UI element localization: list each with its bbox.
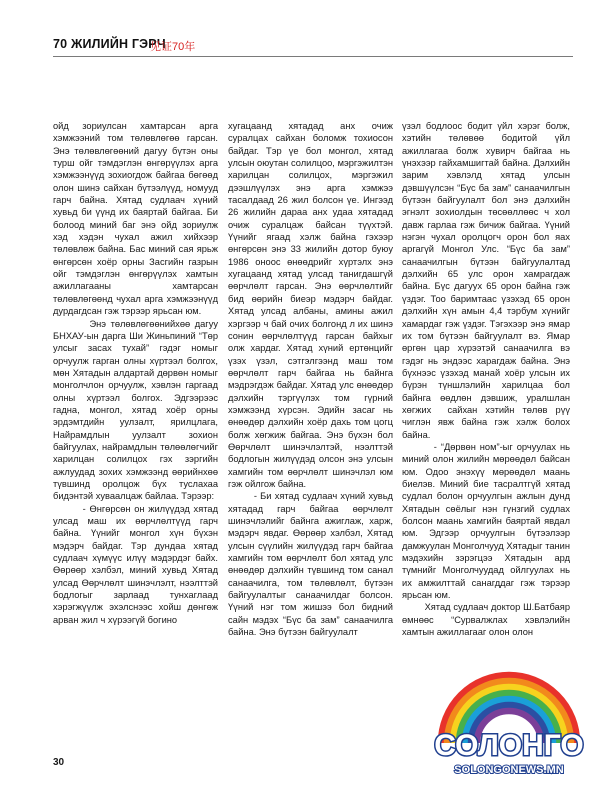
page-number: 30 bbox=[53, 757, 65, 768]
article-column-1: ойд зориулсан хамтарсан арга хэмжээний том төлөвлөгөө гарсан. Энэ төлөвлөгөөний дагуу бүтэн оны турш ойг тэмдэглэн өнгөрүүлэх арга хэмжээнүүд зохиогдож байгаа бөгөөд олон шинэ сайхан бүтээлүүд, номууд гарч байна. Хятад судлаач хүний хувьд би үүнд их баяртай байгаа. Би болоод миний баг энэ ойд зориулж хэд хэдэн чухал ажил хийхээр төлөвлөж байна. Бас миний сая ярьж өнгөрсөн хоёр орны Засгийн газрын ойг тэмдэглэн өнгөрүүлэх хамтын ажиллагааны хамтарсан төлөвлөгөөнд чухал арга хэмжээнүүд дурдагдсан гэж тэрээр ярьсан юм. Энэ төлөвлөгөөнийхөө дагуу БНХАУ-ын дарга Ши Жиньпиний “Төр улсыг засах тухай” гэдэг номыг орчуулж гарган олны хүртээл болгох, мөн Хятадын алдартай дөрвөн номыг монголчлон орчуулж, хэвлэн гаргаад олны хүртээл болгох. Эдгээрээс гадна, монгол, хятад хоёр орны эрдэмтдийн уулзалт, ярилцлага, Найрамдлын уулзалт зохион байгуулах, найрамдлын төлөөлөгчийг харилцан солилцох гэх зэргийн ажлуудад зохих хэмжээнд өөрийнхөө түвшинд оролцож бүх туслахаа бидэнтэй хуваалцаж байлаа. Тэрээр: - Өнгөрсөн он жилүүдэд хятад улсад маш их өөрчлөлтүүд гарч байна. Үүнийг монгол хүн бүхэн мэдэрч байдаг. Тэр дундаа хятад судлаач хүмүүс илүү мэдэрдэг байх. Өөрөөр хэлбэл, миний хувьд Хятад улсад Өөрчлөлт шинэчлэлт, нээлттэй бодлогыг зарлаад тунхаглаад хэрэгжүүлж эхэлснээс хойш дөнгөж арван жил ч хүрээгүй богино bbox=[53, 121, 218, 625]
header-title: 70 ЖИЛИЙН ГЭРЧ bbox=[53, 37, 166, 51]
rainbow-logo-icon bbox=[417, 655, 597, 780]
article-column-3: үзэл бодлоос бодит үйл хэрэг болж, хэтийн төлөвөө бодитой үйл ажиллагаа болж хувирч байгаа нь үнэхээр гайхамшигтай байна. Дэлхийн зарим хэвлэлд хятад улсын дэвшүүлсэн “Бүс ба зам” санаачилгын бүтээн байгуулалт бол энэ дэлхийн эгнэлт зохиолдын төсөөллөөс ч хол давж гарлаа гэж бичиж байгаа. Үүний нэгэн чухал оролцогч орон бол яах аргагүй Монгол Улс. “Бүс ба зам” санаачилгын бүтээн байгуулалтад дэлхийн 65 улс орон хамрагдаж байна. Бүс дагуух 65 орон байна гэж үздэг. Тоо баримтаас үзэхэд 65 орон дэлхийн хүн амын 4,4 тэрбум хүнийг хамардаг гэж үздэг. Тэгэхээр энэ ямар их том бүтээн байгуулалт вэ. Ямар өргөн цар хүрээтэй санаачилга вэ гэдэг нь эндээс харагдаж байна. Энэ бүхнээс үзэхэд манай хоёр улсын их бүрэн түншлэлийн харилцаа бол байнга өөдлөн дэвшиж, уралшлан хөгжих сайхан хэтийн төлөв рүү чиглэн явж байна гэж хэлж болох байна. - “Дөрвөн ном”-ыг орчуулах нь миний олон жилийн мөрөөдөл байсан юм. Одоо энэхүү мөрөөдөл маань биелэв. Миний бие тасралтгүй хятад судлал болон орчуулгын ажлын дунд Хятадын сөёлыг нэн гүнзгий судлах болсон маань хамгийн баяртай явдал юм. Эдгээр орчуулгын бүтээлээр дамжуулан Монголчууд Хятадыг танин мэдэхийн зэрэгцээ Хятадын ард түмнийг Монголчуудад ойлгуулах нь их амжилттай санагддаг гэж тэрээр ярьсан юм. Хятад судлаач доктор Ш.Батбаяр өмнөөс “Сурвалжлах хэвлэлийн хамтын ажиллагааг олон олон bbox=[402, 121, 570, 638]
page-header bbox=[53, 34, 573, 57]
header-subtitle: 见证70年 bbox=[150, 41, 196, 53]
solongo-logo bbox=[417, 655, 597, 780]
logo-name: СОЛОНГО bbox=[434, 729, 584, 762]
logo-url: SOLONGONEWS.MN bbox=[454, 764, 564, 776]
article-column-2: хугацаанд хятадад анх очиж суралцах сайхан боломж тохиосон байдаг. Тэр үе бол монгол, хятад улсын оюутан солилцоо, мэргэжилтэн харилцан солилцох, мэргэжил дээшлүүлэх энэ арга хэмжээ тасалдаад 26 жил болсон үе. Ингээд 26 жилийн дараа анх удаа хятадад очиж суралцаж байсан түүхтэй. Үүнийг ягаад хэлж байна гэхээр өнгөрсөн энэ 33 жилийн дотор буюу 1986 оноос өнөөдрийг хүртэлх энэ хугацаанд хятад улсад танигдашгүй өөрчлөлт гарсан. Энэ өөрчлөлтийг бид өөрийн биеэр мэдэрч байдаг. Хятад улсад албаны, амины ажил хэргээр ч бай очих болгонд л их шинэ сонин өөрчлөлтүүд гарсан байхыг олж хардаг. Хятад хүний ертөнцийг үзэх үзэл, сэтгэлгээнд маш том өөрчлөлт гарч байгаа нь байнга мэдрэгдэж байдаг. Хятад улс өнөөдөр дэлхийн тэргүүлэх том гүрний хэмжээнд хүрсэн. Эдийн засаг нь өнөөдөр дэлхийн хоёр дахь том цогц болж хөгжиж байгаа. Энэ бүхэн бол Өөрчлөлт шинэчлэлтэй, нээлттэй бодлогын жилүүдэд олсон энэ улсын хамгийн том өөрчлөлт шинэчлэл юм гэж ойлгож байна. - Би хятад судлаач хүний хувьд хятадад гарч байгаа өөрчлөлт шинэчлэлийг байнга ажиглаж, харж, мэдэрч явдаг. Өөрөөр хэлбэл, Хятад улсын сүүлийн жилүүдэд гарч байгаа хамгийн том өөрчлөлт бол хятад улс өнөөдөр дэлхийн түвшинд том санал санаачилга, том төлөвлөлт, бүтээн байгуулалтыг санаачилдаг болсон. Үүний нэг том жишээ бол бидний сайн мэдэх “Бүс ба зам” санаачилга байна. Энэ бүтээн байгуулалт bbox=[228, 121, 393, 638]
